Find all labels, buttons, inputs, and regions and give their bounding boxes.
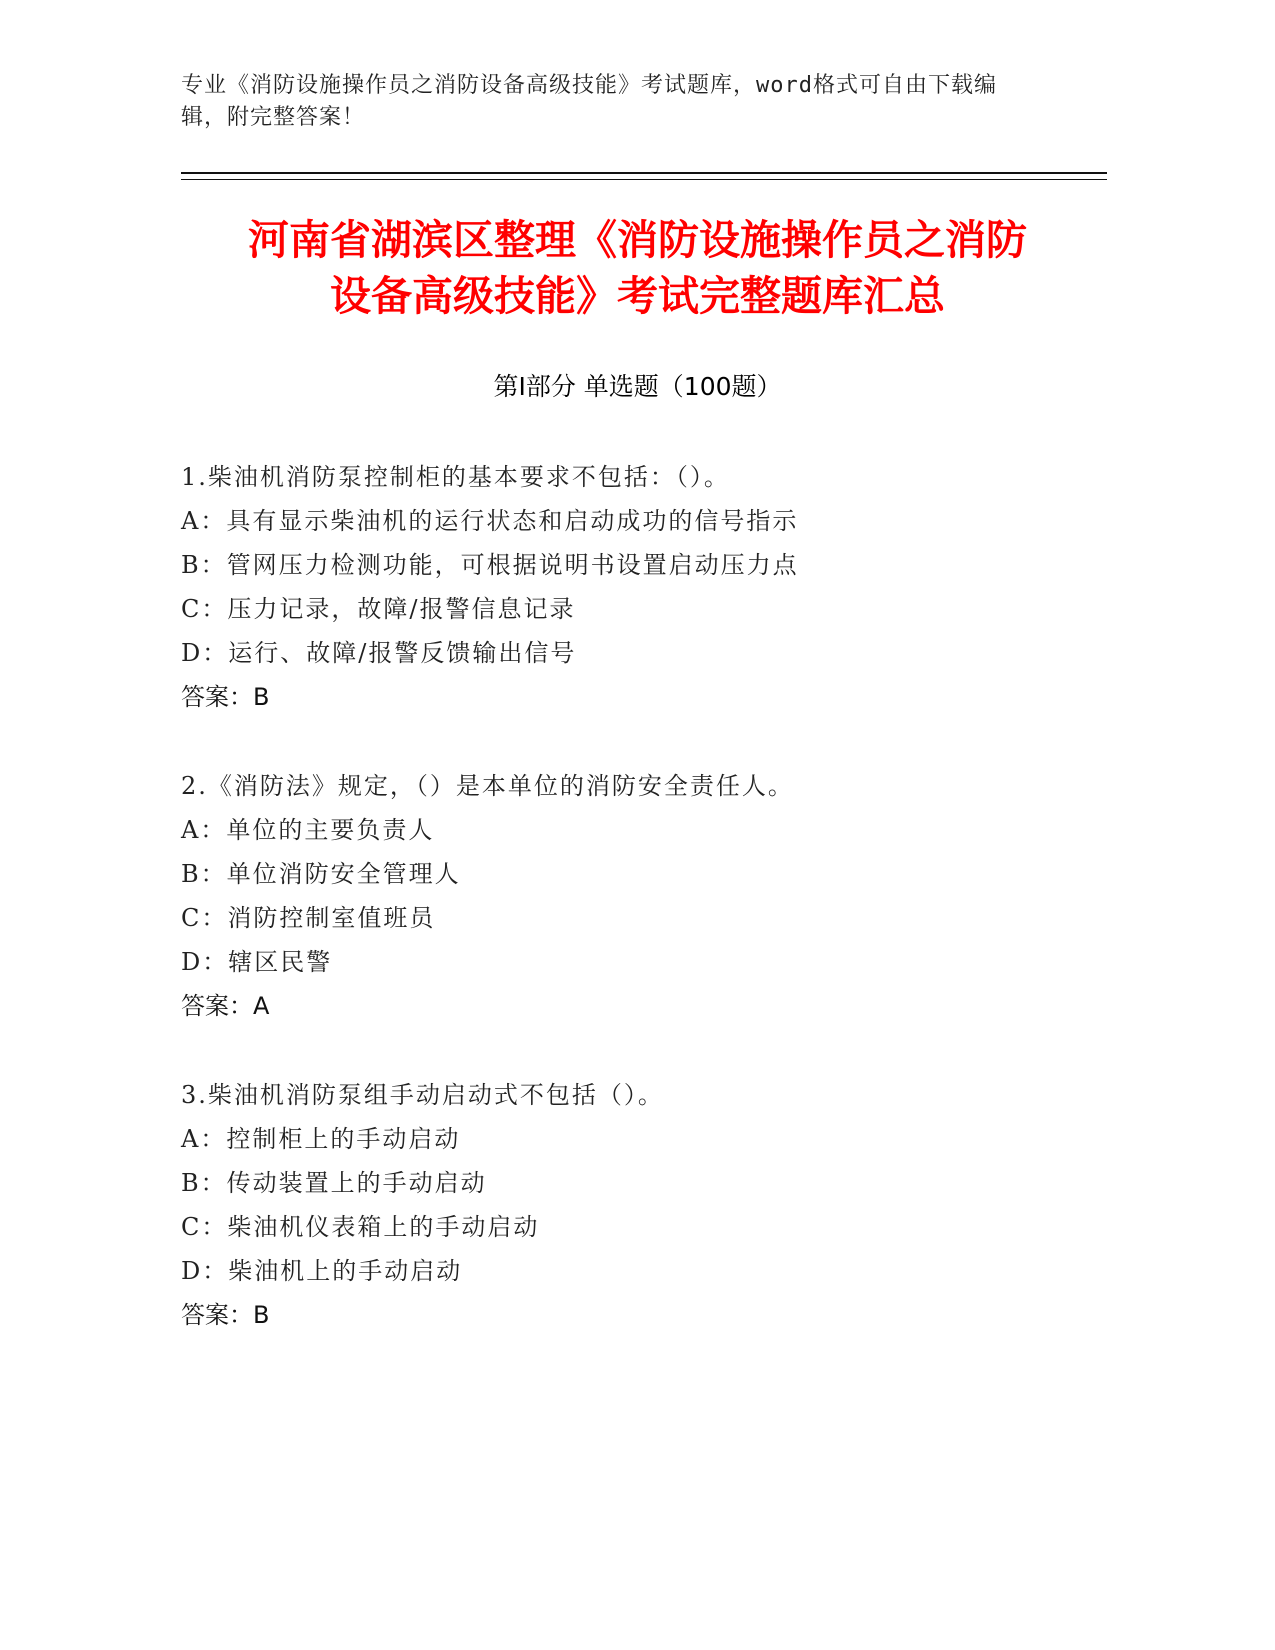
section-heading: 第I部分 单选题（100题） <box>493 372 782 401</box>
answer: 答案：A <box>181 992 270 1020</box>
question-item <box>181 1073 1081 1337</box>
intro-line-1: 专业《消防设施操作员之消防设备高级技能》考试题库，word格式可自由下载编 <box>181 73 997 98</box>
question-text: 3.柴油机消防泵组手动启动式不包括（）。 <box>181 1081 664 1109</box>
answer: 答案：B <box>181 1301 270 1329</box>
option-a: A：单位的主要负责人 <box>181 816 435 844</box>
option-a: A：控制柜上的手动启动 <box>181 1125 461 1153</box>
header-divider-thick <box>181 172 1107 174</box>
option-b: B：单位消防安全管理人 <box>181 860 461 888</box>
question-text: 2.《消防法》规定，（）是本单位的消防安全责任人。 <box>181 772 794 800</box>
option-b: B：传动装置上的手动启动 <box>181 1169 487 1197</box>
option-d: D：辖区民警 <box>181 948 333 976</box>
option-a: A：具有显示柴油机的运行状态和启动成功的信号指示 <box>181 507 799 535</box>
header-divider-thin <box>181 179 1107 180</box>
intro-text <box>181 70 1041 134</box>
option-d: D：运行、故障/报警反馈输出信号 <box>181 639 577 667</box>
option-c: C：压力记录，故障/报警信息记录 <box>181 595 576 623</box>
title-line-1: 河南省湖滨区整理《消防设施操作员之消防 <box>248 216 1027 264</box>
title-line-2: 设备高级技能》考试完整题库汇总 <box>330 272 945 320</box>
question-item <box>181 455 1081 719</box>
option-d: D：柴油机上的手动启动 <box>181 1257 463 1285</box>
option-b: B：管网压力检测功能，可根据说明书设置启动压力点 <box>181 551 799 579</box>
question-list <box>181 455 1081 1382</box>
document-title <box>150 212 1125 324</box>
option-c: C：柴油机仪表箱上的手动启动 <box>181 1213 540 1241</box>
answer: 答案：B <box>181 683 270 711</box>
question-text: 1.柴油机消防泵控制柜的基本要求不包括：（）。 <box>181 463 730 491</box>
question-item <box>181 764 1081 1028</box>
option-c: C：消防控制室值班员 <box>181 904 436 932</box>
intro-line-2: 辑，附完整答案！ <box>181 105 366 130</box>
